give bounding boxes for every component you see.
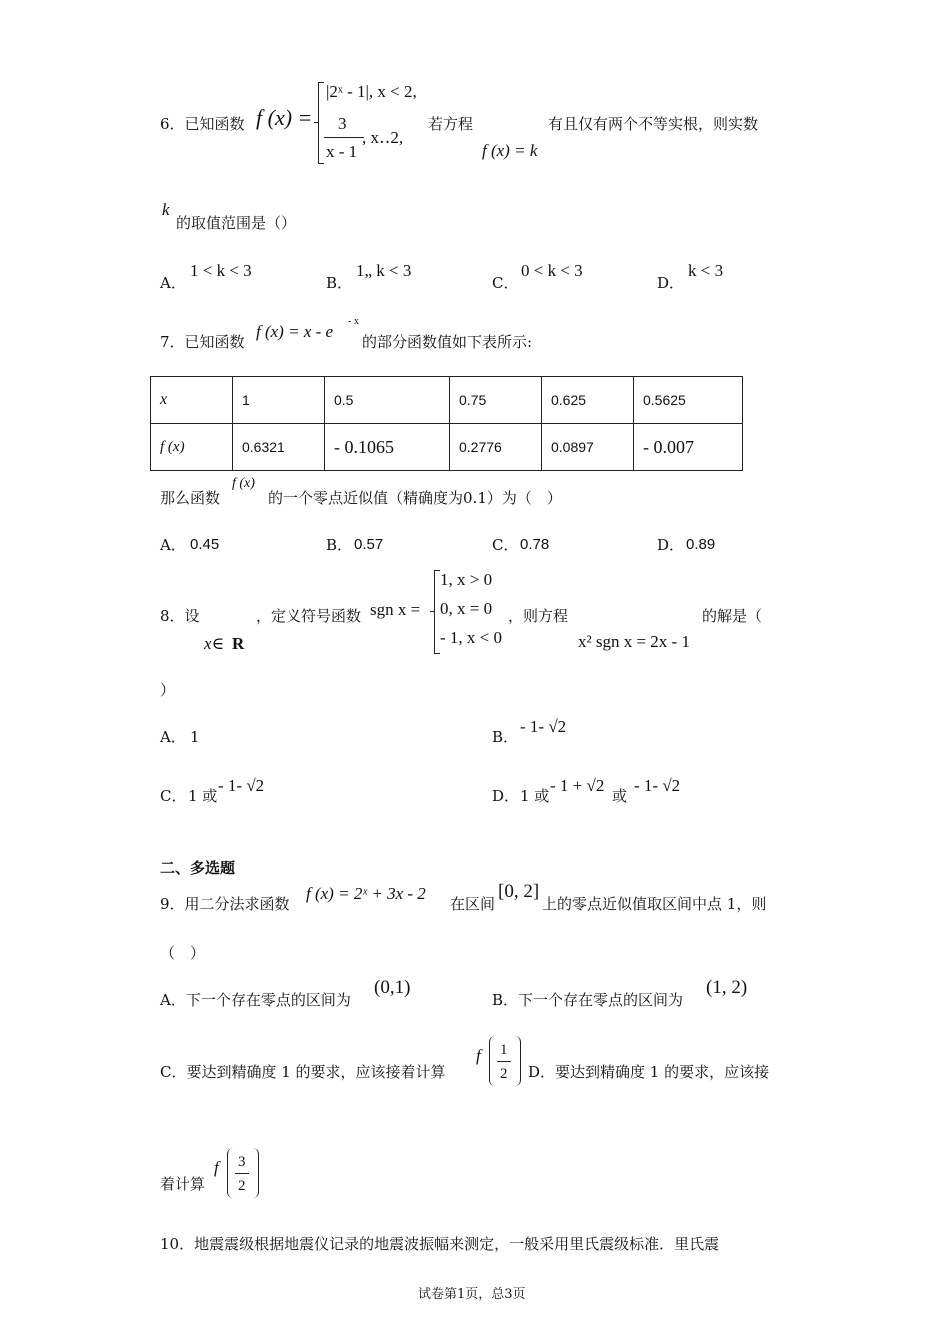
q7-exp: - x [348,316,359,327]
q8-R: R [232,634,245,653]
q6-option-c-letter: C． [492,274,519,292]
q8-option-d-expr1[interactable]: - 1 + √2 [550,776,605,795]
q8-option-d-expr2[interactable]: - 1- √2 [634,776,681,795]
q7-option-b-letter: B． [326,536,353,554]
table-cell: 0.0897 [542,424,634,471]
q9-option-d-den: 2 [238,1178,246,1194]
q9-option-b-interval: (1, 2) [706,977,748,998]
q8-option-d-letter: D． [492,787,520,805]
table-cell: 0.75 [450,377,542,424]
q8-close: ） [160,681,176,699]
q6-equation: f (x) = k [482,141,538,160]
q9-option-d-f: f [214,1158,219,1177]
q9-option-a-interval: (0,1) [374,977,411,998]
q6-tail: 有且仅有两个不等实根，则实数 [548,115,759,133]
q8-equation: x² sgn x = 2x - 1 [578,632,690,651]
q9-option-d[interactable]: D．要达到精确度 1 的要求，应该接 [528,1063,770,1081]
q8-option-b-letter: B． [492,728,519,746]
q6-fx: f (x) = [256,105,313,130]
q8-mid2: ，则方程 [508,607,569,625]
q9-option-d-line2: 着计算 [160,1175,206,1193]
q7-option-d[interactable]: 0.89 [686,536,716,553]
q8-mid: ，定义符号函数 [256,607,362,625]
q8-sgn: sgn x = [370,600,421,619]
q7-label: 7．已知函数 [160,333,245,351]
q6-line2: 的取值范围是（） [176,214,297,232]
q8-option-a[interactable]: 1 [190,728,200,746]
q8-option-c-letter: C． [160,787,187,805]
q6-k: k [162,200,170,219]
table-cell: 1 [233,377,325,424]
q8-option-d-pre: 1 或 [520,787,550,805]
q7-fx: f (x) = x - e [256,322,334,341]
q9-option-b[interactable]: B．下一个存在零点的区间为 [492,991,684,1009]
q6-option-b[interactable]: 1„ k < 3 [356,261,412,280]
table-cell: 0.5 [325,377,450,424]
q8-tail: 的解是（ [702,607,763,625]
q7-line2b: 的一个零点近似值（精确度为0.1）为（ ） [268,489,562,507]
q9-option-c-den: 2 [500,1066,508,1082]
q9-option-c-num: 1 [500,1042,508,1058]
q9-option-d-num: 3 [238,1154,246,1170]
q7-value-table [150,376,743,471]
q9-paren: （ ） [160,944,206,962]
q9-option-a[interactable]: A．下一个存在零点的区间为 [160,991,351,1009]
table-cell: x [151,377,233,424]
q6-case2-den: x - 1 [326,142,358,161]
q6-option-d-letter: D． [657,274,685,292]
q9-option-c[interactable]: C．要达到精确度 1 的要求，应该接着计算 [160,1063,446,1081]
table-row [151,424,743,471]
q9-fx: f (x) = 2ˣ + 3x - 2 [306,884,426,903]
q9-option-c-f: f [476,1046,481,1065]
table-cell: 0.5625 [634,377,743,424]
q6-option-d[interactable]: k < 3 [688,261,724,280]
q7-option-b[interactable]: 0.57 [354,536,384,553]
section-heading: 二、多选题 [160,859,236,877]
q6-label: 6．已知函数 [160,115,245,133]
table-cell: - 0.1065 [325,424,450,471]
q9-mid: 在区间 [450,895,496,913]
table-cell: 0.6321 [233,424,325,471]
q9-interval: [0, 2] [498,881,540,902]
q8-xr: x∈ [204,634,225,653]
q6-option-a[interactable]: 1 < k < 3 [190,261,252,280]
q8-option-a-letter: A． [160,728,186,746]
q9-label: 9．用二分法求函数 [160,895,290,913]
q7-option-c[interactable]: 0.78 [520,536,550,553]
table-cell: 0.2776 [450,424,542,471]
q6-case2-cond: , x‥2, [362,128,404,147]
q8-option-c[interactable]: - 1- √2 [218,776,265,795]
q6-option-b-letter: B． [326,274,353,292]
q7-fx2: f (x) [232,476,255,491]
q6-mid-text: 若方程 [428,115,474,133]
q7-line2a: 那么函数 [160,489,221,507]
q8-label: 8．设 [160,607,200,625]
q6-case2-num: 3 [338,114,347,133]
q6-brace [318,82,324,164]
table-cell: - 0.007 [634,424,743,471]
q8-case2: 0, x = 0 [440,599,493,618]
q7-option-a[interactable]: 0.45 [190,536,220,553]
q8-case3: - 1, x < 0 [440,628,502,647]
q8-option-b[interactable]: - 1- √2 [520,717,567,736]
q9-tail: 上的零点近似值取区间中点 1，则 [542,895,767,913]
q7-tail: 的部分函数值如下表所示: [362,333,533,351]
q10-text: 10．地震震级根据地震仪记录的地震波振幅来测定，一般采用里氏震级标准．里氏震 [160,1235,720,1253]
q7-option-c-letter: C． [492,536,519,554]
table-cell: 0.625 [542,377,634,424]
q8-option-d-mid: 或 [612,787,628,805]
q8-option-c-pre: 1 或 [188,787,218,805]
q6-case1: |2ˣ - 1|, x < 2, [326,82,417,101]
q7-option-a-letter: A． [160,536,186,554]
q8-case1: 1, x > 0 [440,570,493,589]
table-cell: f (x) [151,424,233,471]
table-row [151,377,743,424]
q7-option-d-letter: D． [657,536,685,554]
q6-option-a-letter: A． [160,274,186,292]
page-footer: 试卷第1页，总3页 [418,1287,526,1302]
q6-option-c[interactable]: 0 < k < 3 [521,261,583,280]
